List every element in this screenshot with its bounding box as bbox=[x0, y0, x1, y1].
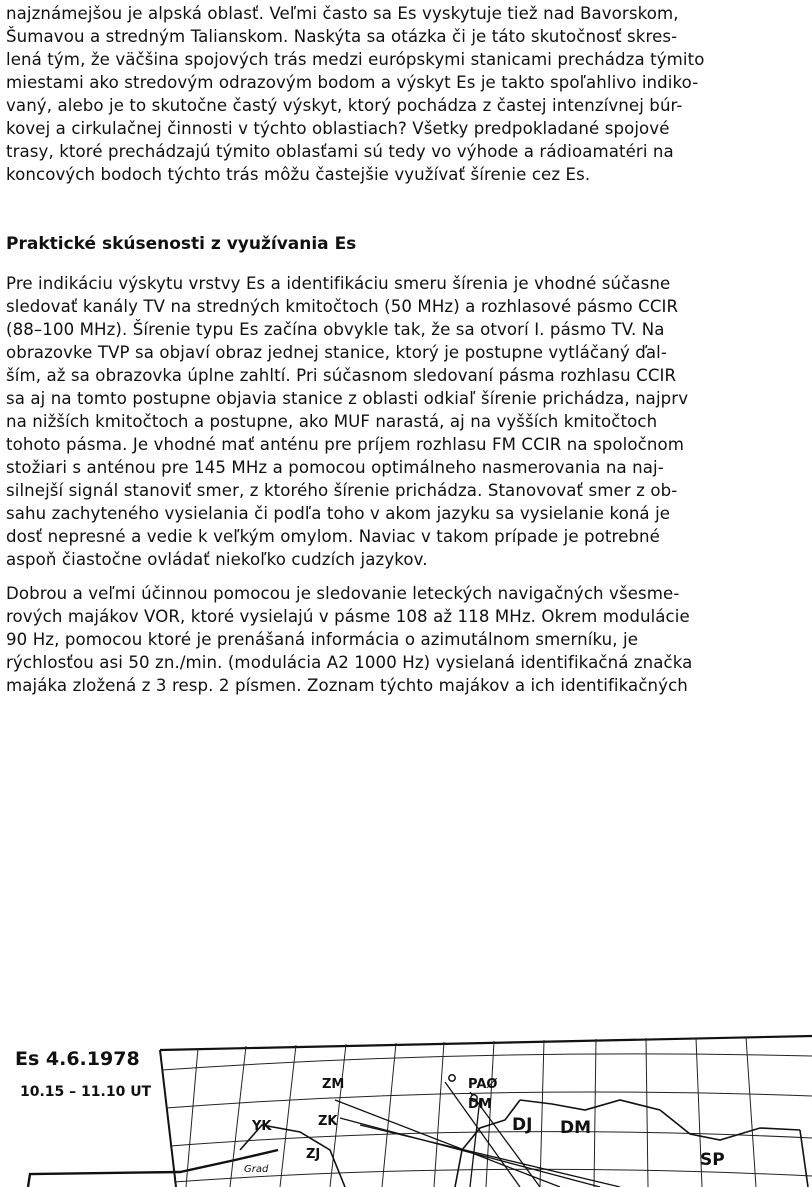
text-line: lená tým, že väčšina spojových trás medzi európskymi stanicami prechádza týmito bbox=[6, 50, 705, 69]
text-line: (88–100 MHz). Šírenie typu Es začína obvykle tak, že sa otvorí I. pásmo TV. Na bbox=[6, 320, 665, 339]
paragraph-indication bbox=[6, 272, 806, 571]
text-line: aspoň čiastočne ovládať niekoľko cudzích jazykov. bbox=[6, 550, 428, 569]
text-line: na nižších kmitočtoch a postupne, ako MUF narastá, aj na vyšších kmitočtoch bbox=[6, 412, 658, 431]
text-line: sahu zachyteného vysielania či podľa toho v akom jazyku sa vysielanie koná je bbox=[6, 504, 671, 523]
station-label: ZK bbox=[318, 1114, 338, 1129]
map-time: 10.15 – 11.10 UT bbox=[20, 1084, 152, 1100]
text-line: koncových bodoch týchto trás môžu častejšie využívať šírenie cez Es. bbox=[6, 165, 591, 184]
station-label: DM bbox=[468, 1097, 492, 1112]
text-line: ším, až sa obrazovka úplne zahltí. Pri súčasnom sledovaní pásma rozhlasu CCIR bbox=[6, 366, 677, 385]
es-propagation-map bbox=[0, 1018, 812, 1187]
text-line: Dobrou a veľmi účinnou pomocou je sledovanie leteckých navigačných všesme- bbox=[6, 584, 680, 603]
text-line: Pre indikáciu výskytu vrstvy Es a identifikáciu smeru šírenia je vhodné súčasne bbox=[6, 274, 671, 293]
station-label: SP bbox=[700, 1150, 725, 1170]
station-label: YK bbox=[252, 1119, 272, 1134]
station-label: ZJ bbox=[306, 1147, 321, 1162]
text-line: obrazovke TVP sa objaví obraz jednej stanice, ktorý je postupne vytláčaný ďal- bbox=[6, 343, 667, 362]
text-line: majáka zložená z 3 resp. 2 písmen. Zoznam týchto majákov a ich identifikačných bbox=[6, 676, 688, 695]
paragraph-vor-beacons bbox=[6, 582, 806, 697]
text-line: stožiari s anténou pre 145 MHz a pomocou optimálneho nasmerovania na naj- bbox=[6, 458, 664, 477]
station-label: PAØ bbox=[468, 1077, 498, 1092]
text-line: sledovať kanály TV na stredných kmitočtoch (50 MHz) a rozhlasové pásmo CCIR bbox=[6, 297, 679, 316]
section-heading: Praktické skúsenosti z využívania Es bbox=[6, 234, 357, 254]
map-frame-left bbox=[160, 1050, 176, 1187]
text-line: miestami ako stredovým odrazovým bodom a výskyt Es je takto spoľahlivo indiko- bbox=[6, 73, 699, 92]
station-label: ZM bbox=[322, 1077, 345, 1092]
text-line: Šumavou a stredným Talianskom. Naskýta sa otázka či je táto skutočnosť skres- bbox=[6, 27, 678, 46]
text-line: rýchlosťou asi 50 zn./min. (modulácia A2 1000 Hz) vysielaná identifikačná značka bbox=[6, 653, 693, 672]
place-label-grad: Grad bbox=[244, 1164, 269, 1175]
text-line: 90 Hz, pomocou ktoré je prenášaná informácia o azimutálnom smerníku, je bbox=[6, 630, 639, 649]
text-line: trasy, ktoré prechádzajú týmito oblasťami sú tedy vo výhode a rádioamatéri na bbox=[6, 142, 674, 161]
station-label: DJ bbox=[512, 1115, 533, 1135]
text-line: najznámejšou je alpská oblasť. Veľmi často sa Es vyskytuje tiež nad Bavorskom, bbox=[6, 4, 679, 23]
text-line: tohoto pásma. Je vhodné mať anténu pre príjem rozhlasu FM CCIR na spoločnom bbox=[6, 435, 684, 454]
coast-line bbox=[28, 1150, 278, 1187]
text-line: vaný, alebo je to skutočne častý výskyt, ktorý pochádza z častej intenzívnej búr- bbox=[6, 96, 683, 115]
text-line: sa aj na tomto postupne objavia stanice z oblasti odkiaľ šírenie prichádza, najprv bbox=[6, 389, 689, 408]
map-title: Es 4.6.1978 bbox=[15, 1048, 140, 1070]
station-label: DM bbox=[560, 1118, 592, 1138]
text-line: dosť nepresné a vedie k veľkým omylom. Naviac v takom prípade je potrebné bbox=[6, 527, 660, 546]
paragraph-alpine-region bbox=[6, 2, 806, 186]
map-frame bbox=[160, 1036, 812, 1050]
text-line: kovej a cirkulačnej činnosti v týchto oblastiach? Všetky predpokladané spojové bbox=[6, 119, 670, 138]
text-line: rových majákov VOR, ktoré vysielajú v pásme 108 až 118 MHz. Okrem modulácie bbox=[6, 607, 690, 626]
text-line: silnejší signál stanoviť smer, z ktorého šírenie prichádza. Stanovovať smer z ob- bbox=[6, 481, 678, 500]
